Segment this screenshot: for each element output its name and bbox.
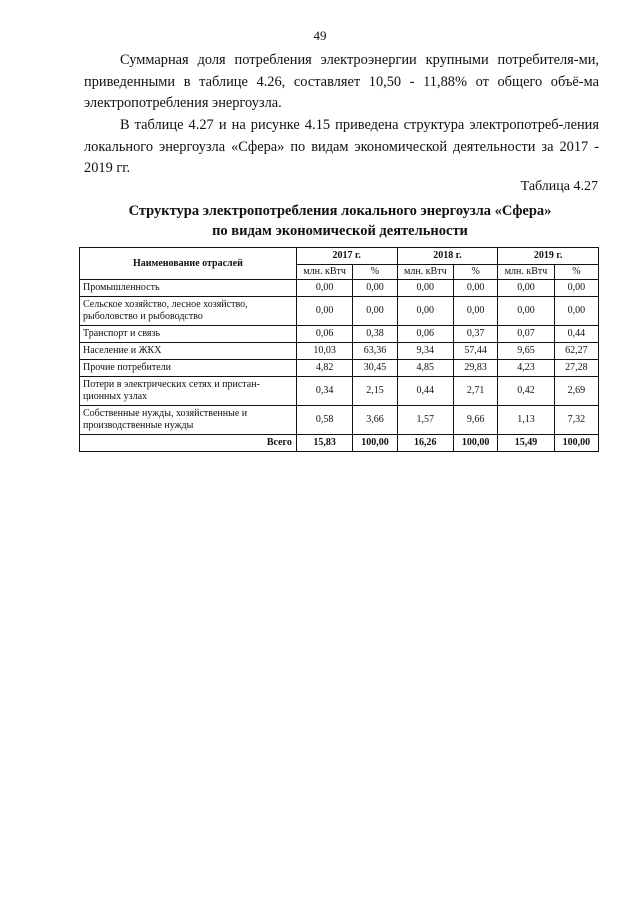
cell-value: 0,44: [397, 377, 454, 406]
cell-value: 62,27: [554, 343, 598, 360]
unit-header-mkwh: млн. кВтч: [498, 265, 555, 280]
cell-value: 0,00: [498, 297, 555, 326]
cell-value: 0,34: [296, 377, 353, 406]
row-label: Транспорт и связь: [80, 326, 297, 343]
cell-value: 0,38: [353, 326, 397, 343]
cell-value: 2,71: [454, 377, 498, 406]
row-label: Собственные нужды, хозяйственные и производственные нужды: [80, 406, 297, 435]
column-header-year-2019: 2019 г.: [498, 248, 599, 265]
cell-value: 0,00: [296, 297, 353, 326]
cell-value: 0,06: [296, 326, 353, 343]
cell-value: 27,28: [554, 360, 598, 377]
cell-value: 57,44: [454, 343, 498, 360]
cell-value: 1,13: [498, 406, 555, 435]
cell-value: 0,07: [498, 326, 555, 343]
table-total-row: [80, 435, 599, 452]
total-value: 15,49: [498, 435, 555, 452]
row-label: Промышленность: [80, 280, 297, 297]
cell-value: 29,83: [454, 360, 498, 377]
cell-value: 0,00: [397, 280, 454, 297]
unit-header-percent: %: [554, 265, 598, 280]
total-label: Всего: [80, 435, 297, 452]
table-row: [80, 377, 599, 406]
column-header-year-2018: 2018 г.: [397, 248, 498, 265]
cell-value: 7,32: [554, 406, 598, 435]
total-value: 16,26: [397, 435, 454, 452]
total-value: 100,00: [454, 435, 498, 452]
cell-value: 2,69: [554, 377, 598, 406]
cell-value: 1,57: [397, 406, 454, 435]
row-label: Прочие потребители: [80, 360, 297, 377]
total-value: 100,00: [554, 435, 598, 452]
cell-value: 0,00: [454, 280, 498, 297]
cell-value: 9,66: [454, 406, 498, 435]
cell-value: 0,00: [397, 297, 454, 326]
cell-value: 4,23: [498, 360, 555, 377]
total-value: 100,00: [353, 435, 397, 452]
cell-value: 0,00: [296, 280, 353, 297]
paragraph-consumption-share: Суммарная доля потребления электроэнергии крупными потребителя-ми, приведенными в таблице 4.26, составляет 10,50 - 11,88% от общего объё-ма электропотребления энергоузла.: [84, 52, 599, 111]
cell-value: 0,37: [454, 326, 498, 343]
cell-value: 30,45: [353, 360, 397, 377]
table-row: [80, 360, 599, 377]
paragraph-table-reference: В таблице 4.27 и на рисунке 4.15 приведена структура электропотреб-ления локального энергоузла «Сфера» по видам экономической деятельности за 2017 - 2019 гг.: [84, 117, 599, 176]
cell-value: 0,00: [353, 280, 397, 297]
table-row: [80, 280, 599, 297]
cell-value: 9,65: [498, 343, 555, 360]
cell-value: 0,00: [554, 280, 598, 297]
cell-value: 0,00: [498, 280, 555, 297]
table-row: [80, 343, 599, 360]
row-label: Население и ЖКХ: [80, 343, 297, 360]
row-label: Сельское хозяйство, лесное хозяйство, рыболовство и рыбоводство: [80, 297, 297, 326]
cell-value: 0,00: [353, 297, 397, 326]
cell-value: 63,36: [353, 343, 397, 360]
cell-value: 4,85: [397, 360, 454, 377]
table-row: [80, 326, 599, 343]
unit-header-percent: %: [353, 265, 397, 280]
column-header-sectors: Наименование отраслей: [80, 248, 297, 280]
cell-value: 2,15: [353, 377, 397, 406]
unit-header-percent: %: [454, 265, 498, 280]
table-title-line1: Структура электропотребления локального энергоузла «Сфера»: [128, 203, 552, 219]
cell-value: 0,42: [498, 377, 555, 406]
table-title-line2: по видам экономической деятельности: [212, 223, 468, 239]
cell-value: 10,03: [296, 343, 353, 360]
cell-value: 0,00: [454, 297, 498, 326]
table-row: [80, 406, 599, 435]
cell-value: 0,44: [554, 326, 598, 343]
table-number: Таблица 4.27: [520, 179, 598, 194]
cell-value: 0,06: [397, 326, 454, 343]
unit-header-mkwh: млн. кВтч: [397, 265, 454, 280]
cell-value: 4,82: [296, 360, 353, 377]
table-title: [80, 201, 600, 241]
cell-value: 9,34: [397, 343, 454, 360]
column-header-year-2017: 2017 г.: [296, 248, 397, 265]
consumption-structure-table: [79, 247, 599, 452]
cell-value: 0,00: [554, 297, 598, 326]
cell-value: 3,66: [353, 406, 397, 435]
table-row: [80, 297, 599, 326]
total-value: 15,83: [296, 435, 353, 452]
row-label: Потери в электрических сетях и пристан-ционных узлах: [80, 377, 297, 406]
cell-value: 0,58: [296, 406, 353, 435]
unit-header-mkwh: млн. кВтч: [296, 265, 353, 280]
page-number: 49: [313, 28, 327, 43]
